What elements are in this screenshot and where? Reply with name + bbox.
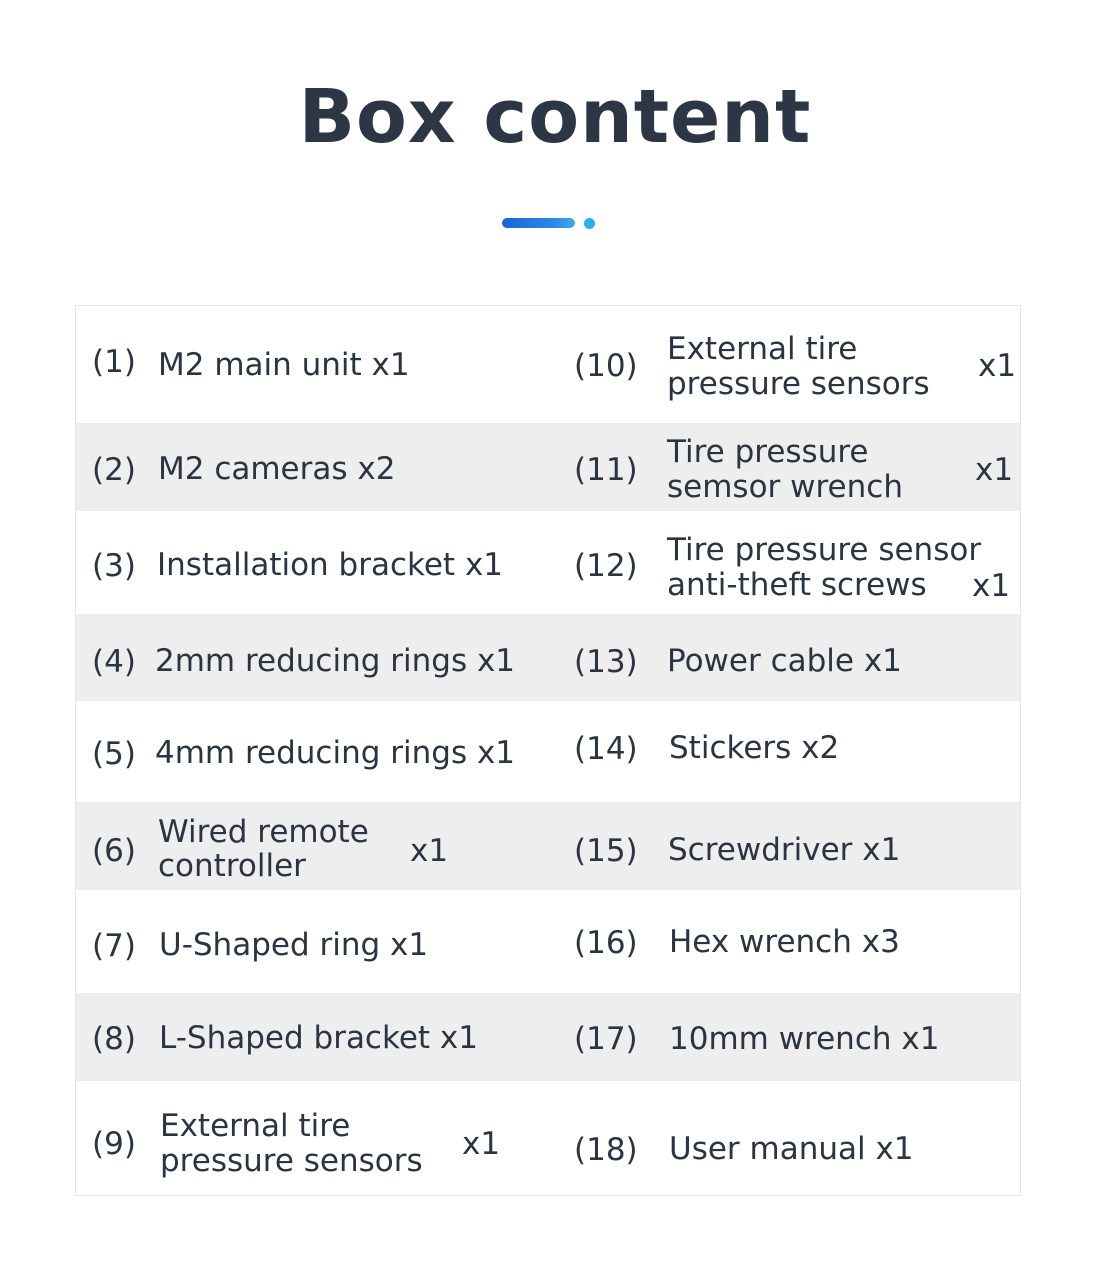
item-label: 2mm reducing rings x1 (155, 643, 516, 679)
item-label-line1: External tire (160, 1108, 351, 1144)
item-number: (12) (574, 548, 638, 584)
item-number: (17) (574, 1021, 638, 1057)
item-label-line2: controller (158, 848, 306, 884)
table-row (76, 306, 1020, 423)
item-number: (15) (574, 833, 638, 869)
item-label-line2: pressure sensors (667, 366, 930, 402)
item-number: (14) (574, 731, 638, 767)
item-label: Stickers x2 (669, 730, 840, 766)
table-row (76, 511, 1020, 614)
item-number: (11) (574, 452, 638, 488)
item-label-line1: External tire (667, 331, 858, 367)
title-divider-dot (584, 218, 595, 229)
title-divider-bar (502, 218, 575, 228)
item-number: (2) (92, 452, 136, 488)
item-number: (6) (92, 833, 136, 869)
item-label: 4mm reducing rings x1 (155, 735, 516, 771)
item-number: (13) (574, 644, 638, 680)
item-label-line2: pressure sensors (160, 1143, 423, 1179)
item-label: Hex wrench x3 (669, 924, 900, 960)
item-quantity: x1 (972, 568, 1011, 604)
item-number: (8) (92, 1021, 136, 1057)
item-number: (9) (92, 1126, 136, 1162)
item-label: User manual x1 (669, 1131, 914, 1167)
item-label: 10mm wrench x1 (669, 1021, 940, 1057)
item-number: (18) (574, 1132, 638, 1168)
item-number: (7) (92, 928, 136, 964)
item-number: (10) (574, 348, 638, 384)
table-row (76, 993, 1020, 1081)
item-quantity: x1 (410, 833, 449, 869)
table-row (76, 614, 1020, 701)
item-label-line1: Wired remote (158, 814, 369, 850)
item-label: M2 cameras x2 (158, 451, 396, 487)
item-label: Screwdriver x1 (668, 832, 901, 868)
item-label-line1: Tire pressure sensor (667, 532, 982, 568)
item-quantity: x1 (978, 348, 1017, 384)
item-quantity: x1 (462, 1126, 501, 1162)
item-label: Installation bracket x1 (157, 547, 504, 583)
item-number: (5) (92, 736, 136, 772)
table-row (76, 802, 1020, 890)
table-row (76, 1081, 1020, 1195)
item-number: (16) (574, 925, 638, 961)
box-content-table (75, 305, 1021, 1196)
item-label-line1: Tire pressure (667, 434, 869, 470)
table-row (76, 423, 1020, 511)
table-row (76, 890, 1020, 993)
item-quantity: x1 (975, 452, 1014, 488)
item-label: L-Shaped bracket x1 (159, 1020, 478, 1056)
item-number: (4) (92, 644, 136, 680)
page-title: Box content (298, 74, 812, 160)
item-label: M2 main unit x1 (158, 347, 410, 383)
item-label-line2: semsor wrench (667, 469, 903, 505)
item-label: U-Shaped ring x1 (159, 927, 429, 963)
table-row (76, 701, 1020, 802)
item-number: (3) (92, 548, 136, 584)
item-number: (1) (92, 344, 136, 380)
item-label: Power cable x1 (667, 643, 902, 679)
item-label-line2: anti-theft screws (667, 567, 927, 603)
